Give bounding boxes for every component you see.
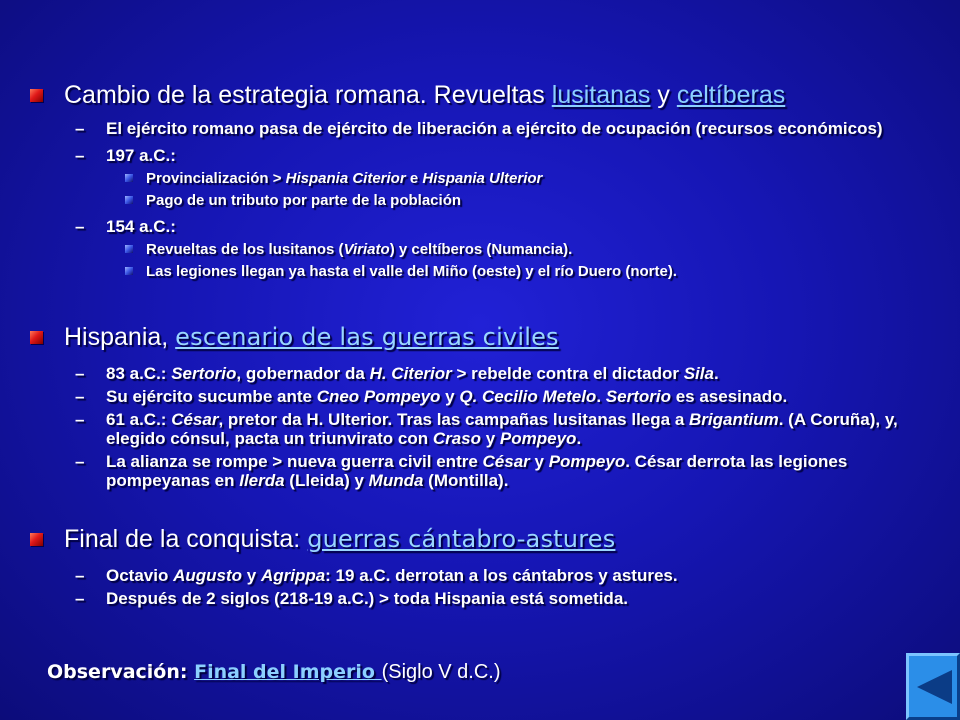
list-item [0,119,960,138]
term-pompeyo: Pompeyo [548,452,626,471]
item-text: 83 a.C.: [106,364,172,383]
back-triangle-icon [914,668,954,706]
term-agrippa: Agrippa [260,566,326,585]
dash-bullet: – [75,119,85,138]
item-text: . César derrota las legiones pompeyanas en [106,452,848,490]
item-text: : 19 a.C. derrotan a los cántabros y astures. [325,566,678,585]
term-cesar: César [171,410,219,429]
link-lusitanas[interactable]: lusitanas [551,81,651,109]
item-text: . [576,429,582,448]
item-text: El ejército romano pasa de ejército de liberación a ejército de ocupación (recursos económicos) [106,119,883,138]
item-text: y [440,387,460,406]
link-celtiberas[interactable]: celtíberas [676,81,786,109]
list-item [0,387,960,406]
item-text: 197 a.C.: [106,146,176,165]
link-final-del-imperio[interactable]: Final del Imperio [194,661,382,683]
blue-square-bullet-icon [125,267,133,275]
observation-label: Observación: [47,661,195,683]
item-text: , gobernador da [236,364,370,383]
item-text: (Montilla). [423,471,509,490]
term-munda: Munda [368,471,424,490]
term-hispania-citerior: Hispania Citerior [285,170,406,187]
term-brigantium: Brigantium [689,410,779,429]
item-text: 154 a.C.: [106,217,176,236]
red-square-bullet-icon [30,89,43,102]
sub-list-item [0,262,960,281]
blue-square-bullet-icon [125,245,133,253]
section-end-conquest [0,524,960,608]
sub-text: Provincialización > [146,170,286,187]
list-item [0,146,960,165]
term-viriato: Viriato [343,241,390,258]
term-sertorio: Sertorio [171,364,237,383]
term-q-cecilio-metelo: Q. Cecilio Metelo [459,387,597,406]
item-text: es asesinado. [670,387,788,406]
dash-bullet: – [75,410,85,429]
sub-list-item [0,240,960,259]
list-item [0,589,960,608]
dash-bullet: – [75,146,85,165]
red-square-bullet-icon [30,331,43,344]
item-text: Octavio [106,566,174,585]
item-text: , pretor da H. Ulterior. Tras las campañas lusitanas llega a [218,410,689,429]
item-text: Después de 2 siglos (218-19 a.C.) > toda Hispania está sometida. [106,589,628,608]
item-text: y [481,429,500,448]
list-item [0,217,960,236]
term-sila: Sila [683,364,714,383]
item-text: (Lleida) y [284,471,369,490]
term-cesar: César [482,452,530,471]
item-text: 61 a.C.: [106,410,172,429]
section-civil-wars [0,322,960,490]
link-escenario-guerras-civiles[interactable]: escenario de las guerras civiles [175,323,559,351]
dash-bullet: – [75,217,85,236]
dash-bullet: – [75,452,85,471]
item-text: y [242,566,261,585]
term-hispania-ulterior: Hispania Ulterior [422,170,543,187]
sub-text: Revueltas de los lusitanos ( [146,241,344,258]
dash-bullet: – [75,364,85,383]
term-h-citerior: H. Citerior [369,364,452,383]
sub-text: e [405,170,423,187]
footer-observation [47,660,501,684]
sub-text: ) y celtíberos (Numancia). [389,241,573,258]
sub-text: Pago de un tributo por parte de la población [146,192,462,209]
link-guerras-cantabro-astures[interactable]: guerras cántabro-astures [307,525,616,553]
sub-text: Las legiones llegan ya hasta el valle del Miño (oeste) y el río Duero (norte). [146,263,677,280]
dash-bullet: – [75,566,85,585]
item-text: > rebelde contra el dictador [451,364,684,383]
item-text: . (A Coruña), y, elegido cónsul, pacta un triunvirato con [106,410,898,448]
item-text: . [713,364,719,383]
item-text: . [596,387,606,406]
section-roman-strategy [0,80,960,281]
item-text: y [529,452,549,471]
blue-square-bullet-icon [125,174,133,182]
dash-bullet: – [75,589,85,608]
term-craso: Craso [432,429,482,448]
heading-roman-strategy [0,80,960,110]
red-square-bullet-icon [30,533,43,546]
observation-suffix: (Siglo V d.C.) [381,661,501,683]
term-cneo-pompeyo: Cneo Pompeyo [316,387,441,406]
list-item [0,566,960,585]
blue-square-bullet-icon [125,196,133,204]
list-item [0,364,960,383]
sub-list-item [0,169,960,188]
heading-text: Cambio de la estrategia romana. Revueltas [64,81,552,109]
sub-list-item [0,191,960,210]
item-text: La alianza se rompe > nueva guerra civil entre [106,452,483,471]
heading-civil-wars [0,322,960,352]
back-button[interactable] [906,653,960,720]
heading-text: Hispania, [64,323,176,351]
heading-text: Final de la conquista: [64,525,308,553]
heading-connector: y [650,81,677,109]
term-augusto: Augusto [173,566,243,585]
item-text: Su ejército sucumbe ante [106,387,317,406]
list-item [0,410,960,448]
heading-end-conquest [0,524,960,554]
dash-bullet: – [75,387,85,406]
term-sertorio: Sertorio [605,387,671,406]
term-pompeyo: Pompeyo [499,429,577,448]
term-ilerda: Ilerda [239,471,285,490]
list-item [0,452,960,490]
